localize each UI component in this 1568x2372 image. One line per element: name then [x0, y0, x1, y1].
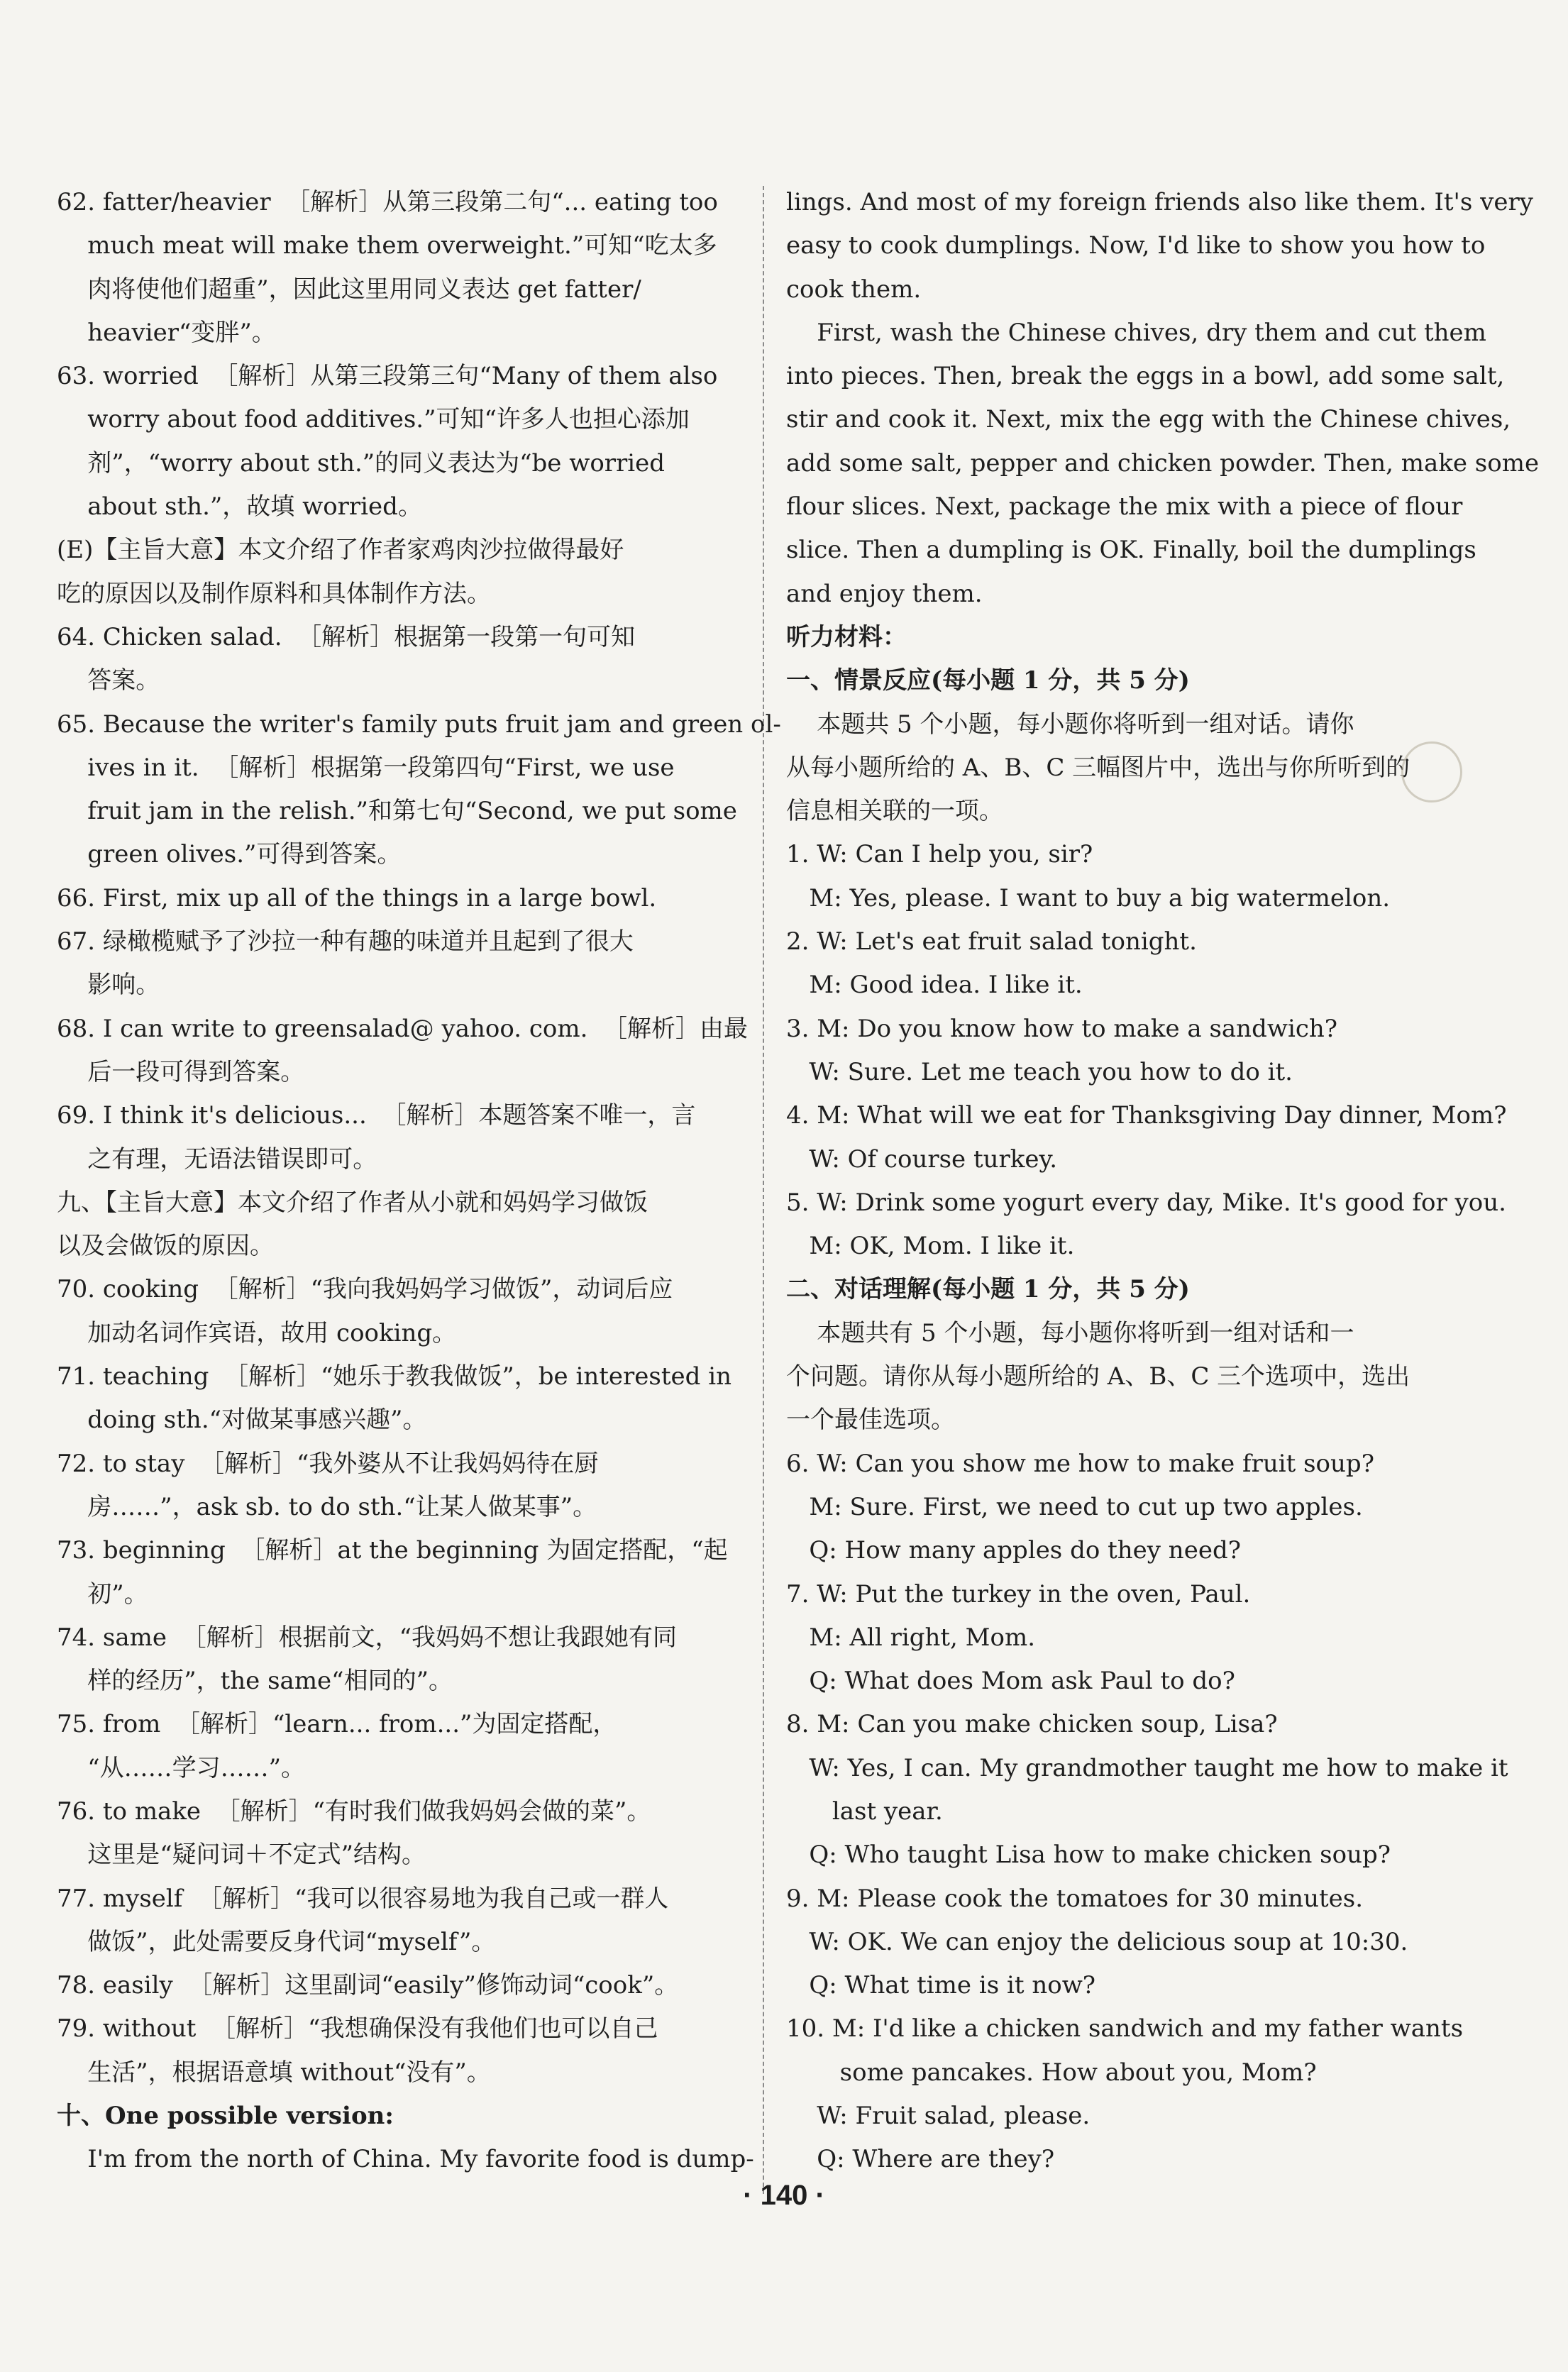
- left-text-line: 79. without ［解析］“我想确保没有我他们也可以自己: [57, 2014, 658, 2043]
- left-text-line: 之有理，无语法错误即可。: [57, 1144, 377, 1174]
- left-text-line: worry about food additives.”可知“许多人也担心添加: [57, 405, 690, 434]
- left-text-line: 肉将使他们超重”，因此这里用同义表达 get fatter/: [57, 275, 641, 304]
- right-text-line: 从每小题所给的 A、B、C 三幅图片中，选出与你所听到的: [786, 753, 1410, 782]
- left-text-line: green olives.”可得到答案。: [57, 840, 402, 869]
- right-text-line: Q: What time is it now?: [786, 1971, 1096, 2000]
- left-text-line: “从……学习……”。: [57, 1753, 305, 1782]
- right-text-line: 二、对话理解(每小题 1 分，共 5 分): [786, 1275, 1190, 1304]
- right-text-line: and enjoy them.: [786, 579, 983, 608]
- left-text-line: 77. myself ［解析］“我可以很容易地为我自己或一群人: [57, 1884, 669, 1913]
- right-text-line: 10. M: I'd like a chicken sandwich and my father wants: [786, 2014, 1464, 2043]
- left-text-line: 这里是“疑问词＋不定式”结构。: [57, 1841, 426, 1870]
- left-text-line: 75. from ［解析］“learn... from...”为固定搭配，: [57, 1710, 617, 1739]
- page-number: · 140 ·: [743, 2180, 825, 2211]
- left-text-line: 71. teaching ［解析］“她乐于教我做饭”，be interested in: [57, 1362, 731, 1391]
- left-text-line: fruit jam in the relish.”和第七句“Second, we put some: [57, 797, 737, 826]
- right-text-line: W: Of course turkey.: [786, 1144, 1058, 1174]
- right-text-line: slice. Then a dumpling is OK. Finally, boil the dumplings: [786, 536, 1476, 565]
- left-text-line: ives in it. ［解析］根据第一段第四句“First, we use: [57, 753, 675, 782]
- right-text-line: 2. W: Let's eat fruit salad tonight.: [786, 927, 1197, 956]
- left-text-line: 74. same ［解析］根据前文，“我妈妈不想让我跟她有同: [57, 1623, 677, 1652]
- left-text-line: 样的经历”，the same“相同的”。: [57, 1667, 453, 1696]
- right-text-line: 8. M: Can you make chicken soup, Lisa?: [786, 1710, 1278, 1739]
- right-text-line: 听力材料：: [786, 622, 907, 651]
- left-text-line: 70. cooking ［解析］“我向我妈妈学习做饭”，动词后应: [57, 1275, 673, 1304]
- left-text-line: 影响。: [57, 971, 160, 1000]
- left-text-line: 剂”，“worry about sth.”的同义表达为“be worried: [57, 448, 666, 478]
- right-text-line: 1. W: Can I help you, sir?: [786, 840, 1093, 869]
- left-text-line: 房……”，ask sb. to do sth.“让某人做某事”。: [57, 1492, 597, 1521]
- right-text-line: 信息相关联的一项。: [786, 797, 1003, 826]
- left-text-line: 生活”，根据语意填 without“没有”。: [57, 2058, 491, 2087]
- left-text-line: 十、One possible version:: [57, 2102, 394, 2131]
- left-text-line: 69. I think it's delicious... ［解析］本题答案不唯一，言: [57, 1101, 696, 1130]
- right-text-line: M: Good idea. I like it.: [786, 971, 1083, 1000]
- left-text-line: 72. to stay ［解析］“我外婆从不让我妈妈待在厨: [57, 1449, 599, 1478]
- right-text-line: 5. W: Drink some yogurt every day, Mike. It's good for you.: [786, 1188, 1506, 1217]
- left-text-line: about sth.”，故填 worried。: [57, 492, 422, 522]
- right-text-line: 6. W: Can you show me how to make fruit soup?: [786, 1449, 1374, 1478]
- right-text-line: Q: What does Mom ask Paul to do?: [786, 1667, 1235, 1696]
- right-text-line: some pancakes. How about you, Mom?: [786, 2058, 1317, 2087]
- right-text-line: stir and cook it. Next, mix the egg with the Chinese chives,: [786, 405, 1511, 434]
- column-divider: [763, 186, 764, 2194]
- left-text-line: 九、【主旨大意】本文介绍了作者从小就和妈妈学习做饭: [57, 1188, 648, 1217]
- right-text-line: Q: Who taught Lisa how to make chicken soup?: [786, 1841, 1391, 1870]
- right-text-line: 本题共有 5 个小题，每小题你将听到一组对话和一: [786, 1318, 1354, 1347]
- right-text-line: Q: How many apples do they need?: [786, 1536, 1241, 1565]
- right-text-line: First, wash the Chinese chives, dry them and cut them: [786, 318, 1486, 347]
- left-text-line: 73. beginning ［解析］at the beginning 为固定搭配，“起: [57, 1536, 728, 1565]
- right-text-line: 一、情景反应(每小题 1 分，共 5 分): [786, 666, 1190, 695]
- right-text-line: W: Fruit salad, please.: [786, 2102, 1091, 2131]
- left-text-line: I'm from the north of China. My favorite food is dump-: [57, 2145, 754, 2174]
- right-text-line: lings. And most of my foreign friends also like them. It's very: [786, 188, 1533, 216]
- right-text-line: last year.: [786, 1797, 943, 1826]
- left-text-line: 初”。: [57, 1579, 148, 1609]
- right-text-line: W: Sure. Let me teach you how to do it.: [786, 1057, 1293, 1086]
- left-text-line: 67. 绿橄榄赋予了沙拉一种有趣的味道并且起到了很大: [57, 927, 634, 956]
- left-text-line: 后一段可得到答案。: [57, 1057, 305, 1086]
- right-text-line: add some salt, pepper and chicken powder. Then, make some: [786, 448, 1540, 478]
- faint-stamp-mark: [1401, 741, 1462, 802]
- right-text-line: 7. W: Put the turkey in the oven, Paul.: [786, 1579, 1251, 1609]
- left-text-line: 64. Chicken salad. ［解析］根据第一段第一句可知: [57, 622, 636, 651]
- right-text-line: M: OK, Mom. I like it.: [786, 1232, 1075, 1261]
- right-text-line: 9. M: Please cook the tomatoes for 30 minutes.: [786, 1884, 1364, 1913]
- left-text-line: 加动名词作宾语，故用 cooking。: [57, 1318, 457, 1347]
- left-column: [57, 181, 781, 2182]
- right-text-line: W: Yes, I can. My grandmother taught me how to make it: [786, 1753, 1508, 1782]
- left-text-line: (E)【主旨大意】本文介绍了作者家鸡肉沙拉做得最好: [57, 536, 624, 565]
- left-text-line: 做饭”，此处需要反身代词“myself”。: [57, 1927, 496, 1956]
- right-text-line: cook them.: [786, 275, 922, 304]
- left-text-line: 答案。: [57, 666, 160, 695]
- left-text-line: 63. worried ［解析］从第三段第三句“Many of them also: [57, 362, 718, 391]
- right-text-line: W: OK. We can enjoy the delicious soup at 10:30.: [786, 1927, 1408, 1956]
- left-text-line: 以及会做饭的原因。: [57, 1232, 274, 1261]
- right-text-line: 个问题。请你从每小题所给的 A、B、C 三个选项中，选出: [786, 1362, 1410, 1391]
- right-text-line: flour slices. Next, package the mix with a piece of flour: [786, 492, 1463, 522]
- left-text-line: 78. easily ［解析］这里副词“easily”修饰动词“cook”。: [57, 1971, 679, 2000]
- left-text-line: much meat will make them overweight.”可知“吃太多: [57, 231, 717, 260]
- left-text-line: 66. First, mix up all of the things in a large bowl.: [57, 883, 657, 912]
- left-text-line: 吃的原因以及制作原料和具体制作方法。: [57, 579, 491, 608]
- right-text-line: into pieces. Then, break the eggs in a bowl, add some salt,: [786, 362, 1505, 391]
- right-text-line: Q: Where are they?: [786, 2145, 1055, 2174]
- left-text-line: doing sth.“对做某事感兴趣”。: [57, 1406, 427, 1435]
- left-text-line: 68. I can write to greensalad@ yahoo. com. ［解析］由最: [57, 1014, 748, 1043]
- left-text-line: 65. Because the writer's family puts fruit jam and green ol-: [57, 710, 781, 739]
- left-text-line: 62. fatter/heavier ［解析］从第三段第二句“... eating too: [57, 188, 718, 216]
- right-text-line: 3. M: Do you know how to make a sandwich?: [786, 1014, 1337, 1043]
- right-text-line: M: All right, Mom.: [786, 1623, 1036, 1652]
- right-text-line: easy to cook dumplings. Now, I'd like to show you how to: [786, 231, 1486, 260]
- right-text-line: 本题共 5 个小题，每小题你将听到一组对话。请你: [786, 710, 1354, 739]
- right-text-line: M: Yes, please. I want to buy a big watermelon.: [786, 883, 1391, 912]
- right-column: [786, 181, 1540, 2182]
- left-text-line: 76. to make ［解析］“有时我们做我妈妈会做的菜”。: [57, 1797, 651, 1826]
- right-text-line: M: Sure. First, we need to cut up two apples.: [786, 1492, 1363, 1521]
- left-text-line: heavier“变胖”。: [57, 318, 276, 347]
- right-text-line: 一个最佳选项。: [786, 1406, 955, 1435]
- right-text-line: 4. M: What will we eat for Thanksgiving Day dinner, Mom?: [786, 1101, 1507, 1130]
